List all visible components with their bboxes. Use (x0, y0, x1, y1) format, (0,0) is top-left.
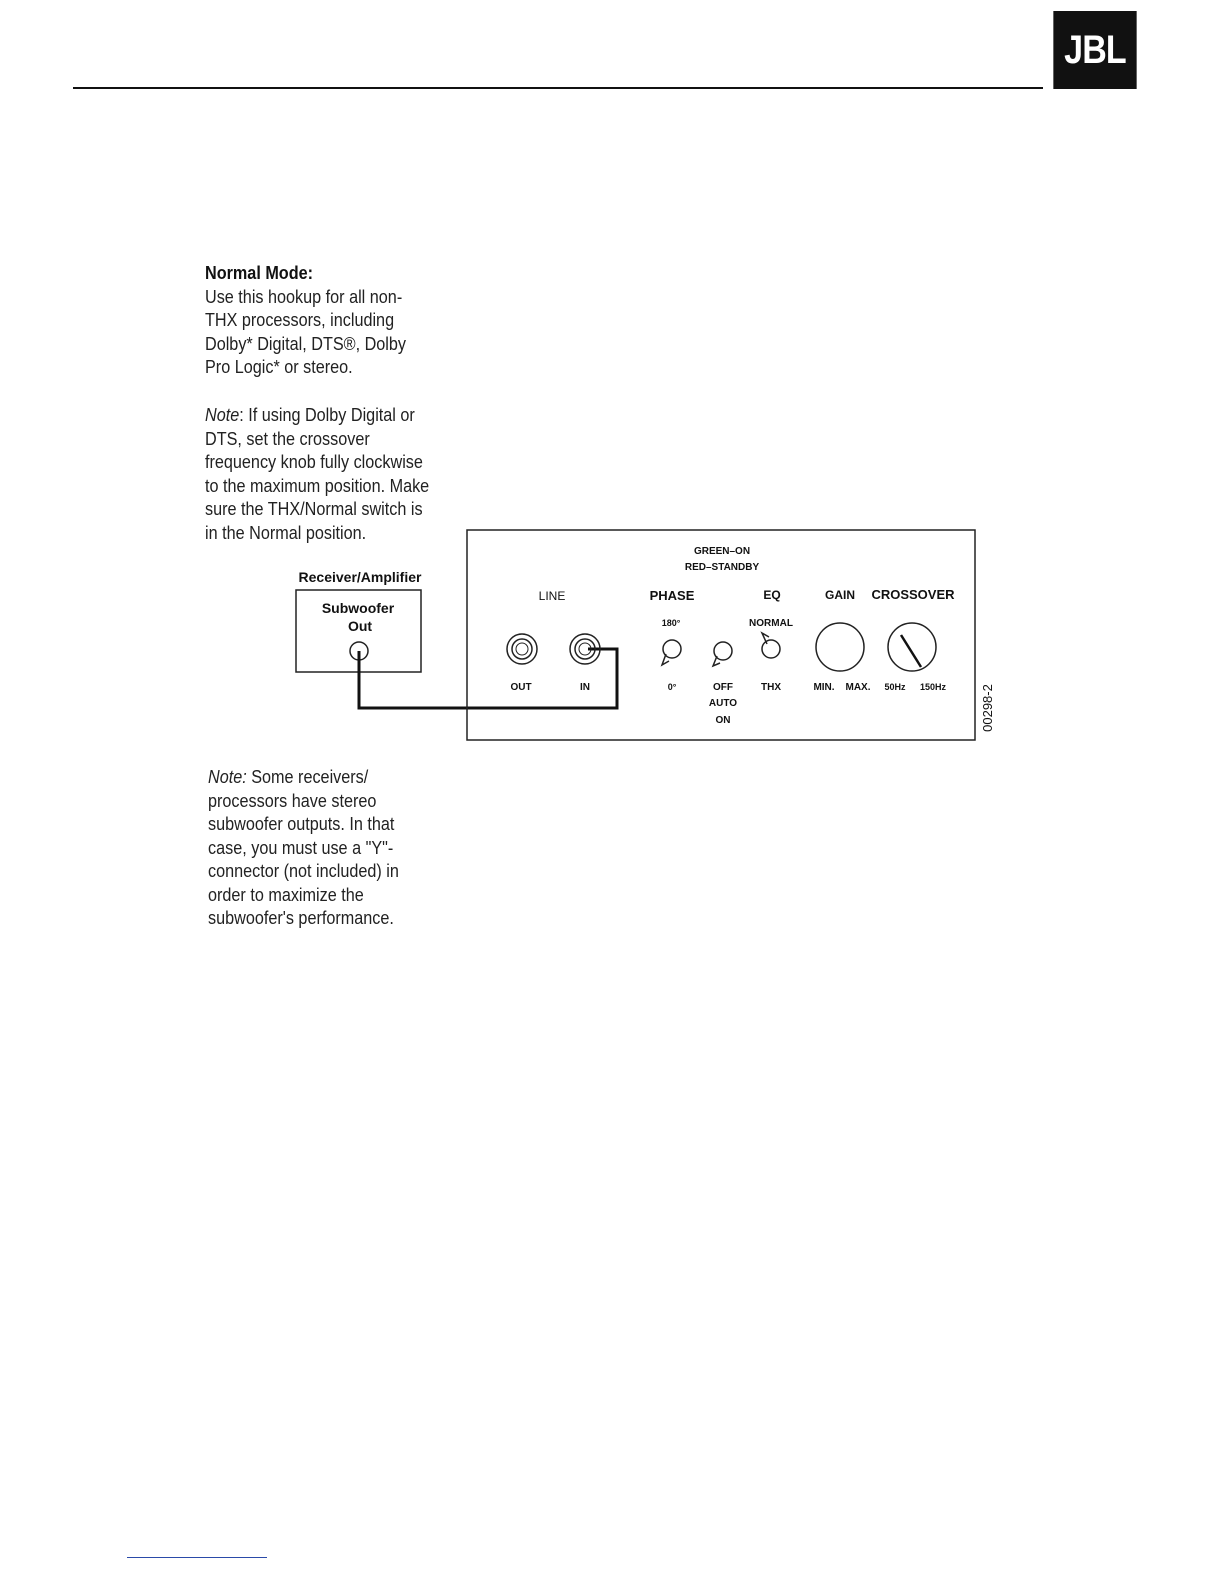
hookup-diagram (280, 520, 1000, 750)
crossover-label: CROSSOVER (871, 587, 955, 602)
gain-max-label: MAX. (845, 682, 871, 693)
receiver-box-label-2: Out (347, 618, 373, 634)
eq-label: EQ (763, 588, 781, 602)
figure-code: 00298-2 (980, 684, 995, 732)
gain-min-label: MIN. (813, 682, 835, 693)
line-out-jack-inner (512, 639, 532, 659)
phase-180-label: 180° (661, 618, 681, 628)
out-label: OUT (510, 682, 532, 693)
receiver-box-label-1: Subwoofer (321, 600, 395, 616)
crossover-note-line: sure the THX/Normal switch is (205, 499, 423, 519)
line-label: LINE (538, 589, 566, 603)
stereo-sub-note-first-line (208, 766, 433, 790)
stereo-sub-note-line: subwoofer outputs. In that (208, 814, 395, 834)
on-label: ON (715, 715, 731, 726)
stereo-sub-note (208, 766, 433, 931)
thx-label: THX (761, 682, 781, 693)
note-text: Some receivers/ (246, 767, 369, 787)
crossover-150hz-label: 150Hz (919, 682, 947, 692)
receiver-title: Receiver/Amplifier (298, 569, 422, 585)
in-label: IN (580, 682, 590, 693)
normal-mode-line: Use this hookup for all non- (205, 286, 403, 307)
crossover-50hz-label: 50Hz (884, 682, 906, 692)
crossover-note-line: DTS, set the crossover (205, 428, 370, 449)
brand-text: JBL (1064, 27, 1126, 72)
phase-0-label: 0° (667, 682, 677, 692)
stereo-sub-note-line: order to maximize the (208, 884, 364, 905)
normal-mode-heading: Normal Mode: (205, 263, 314, 283)
phase-label: PHASE (649, 588, 695, 603)
jbl-logo (1053, 11, 1136, 89)
eq-normal-label: NORMAL (749, 618, 793, 629)
status-label-red: RED–STANDBY (684, 562, 760, 573)
crossover-note-line: to the maximum position. Make (205, 475, 430, 496)
note-label: Note (205, 405, 240, 425)
gain-label: GAIN (825, 588, 855, 602)
normal-mode-line: Dolby* Digital, DTS®, Dolby (205, 333, 407, 354)
header-rule (73, 87, 1043, 89)
normal-mode-section (205, 262, 448, 380)
eq-switch (762, 633, 780, 658)
stereo-sub-note-line: processors have stereo (208, 790, 377, 811)
stereo-sub-note-line: connector (not included) in (208, 861, 399, 881)
phase-knob (662, 640, 681, 665)
gain-knob (816, 623, 864, 671)
line-out-jack-core (516, 643, 528, 655)
stereo-sub-note-line: subwoofer's performance. (208, 908, 394, 928)
off-label: OFF (713, 682, 733, 693)
connection-cable (359, 649, 617, 708)
footnote-rule (127, 1557, 267, 1558)
crossover-note-first-line (205, 404, 453, 428)
note-label: Note: (208, 767, 247, 787)
stereo-sub-note-line: case, you must use a "Y"- (208, 837, 394, 858)
normal-mode-line: THX processors, including (205, 310, 395, 330)
hookup-diagram-svg (280, 520, 1000, 750)
auto-label: AUTO (708, 698, 738, 709)
crossover-note-line: frequency knob fully clockwise (205, 452, 423, 472)
crossover-knob (888, 623, 936, 671)
auto-on-switch (713, 642, 732, 666)
status-label-green: GREEN–ON (693, 546, 751, 557)
normal-mode-line: Pro Logic* or stereo. (205, 357, 353, 377)
note-text: : If using Dolby Digital or (239, 405, 415, 425)
crossover-note-line: in the Normal position. (205, 522, 367, 543)
